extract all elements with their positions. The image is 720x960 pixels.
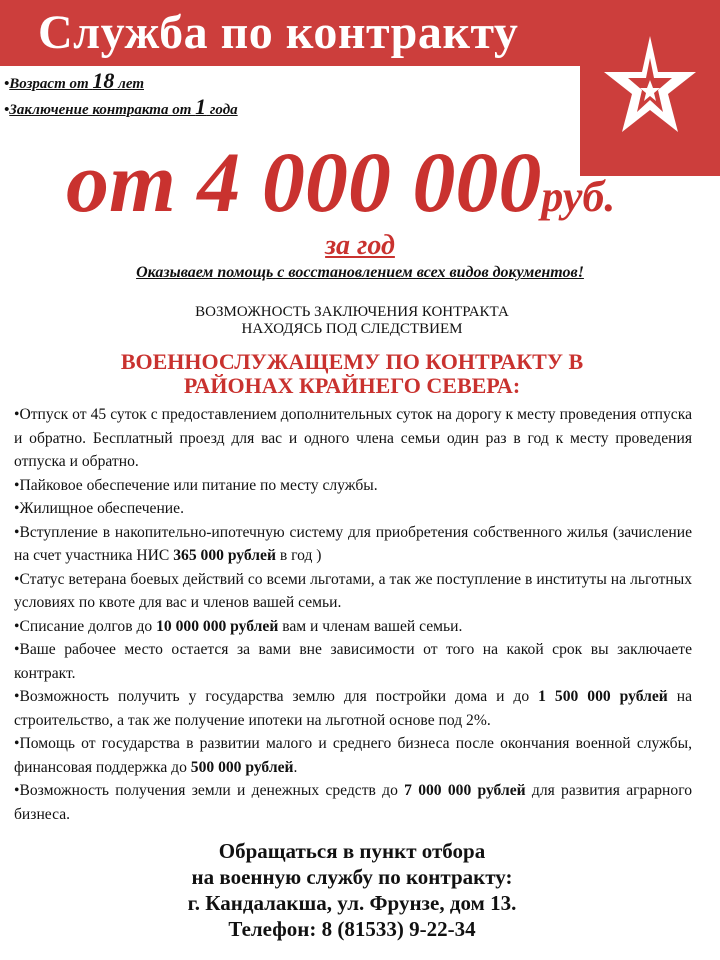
page-title: Служба по контракту	[38, 6, 519, 59]
benefits-list	[14, 403, 692, 826]
salary-unit: руб.	[541, 172, 616, 221]
benefit-text: •Ваше рабочее место остается за вами вне зависимости от того на какой срок вы заключаете контракт.	[14, 641, 692, 682]
benefit-amount: 7 000 000 рублей	[404, 782, 526, 799]
contract-value: 1	[195, 94, 207, 119]
age-prefix: Возраст от	[9, 76, 93, 92]
contact-phone: Телефон: 8 (81533) 9-22-34	[228, 917, 476, 941]
assistance-note: Оказываем помощь с восстановлением всех видов документов!	[136, 264, 584, 281]
north-heading-line-2: РАЙОНАХ КРАЙНЕГО СЕВЕРА:	[183, 373, 521, 398]
benefit-text: •Возможность получения земли и денежных средств до	[14, 782, 405, 799]
benefit-amount: 365 000 рублей	[173, 547, 276, 564]
benefit-text: в год )	[275, 547, 322, 564]
age-value: 18	[92, 68, 115, 93]
benefit-item	[14, 779, 692, 826]
benefit-item	[14, 685, 692, 732]
benefit-item	[14, 732, 692, 779]
benefit-item	[14, 474, 692, 498]
north-heading	[0, 350, 704, 398]
benefit-item	[14, 403, 692, 474]
benefit-text: •Вступление в накопительно-ипотечную систему для приобретения собственного жилья (зачисление на счет участника НИС	[14, 523, 692, 564]
possibility-line-1: ВОЗМОЖНОСТЬ ЗАКЛЮЧЕНИЯ КОНТРАКТА	[195, 304, 509, 320]
age-suffix: лет	[114, 76, 144, 92]
benefit-item	[14, 568, 692, 615]
benefit-item	[14, 615, 692, 639]
benefit-text: •Пайковое обеспечение или питание по месту службы.	[14, 476, 378, 494]
benefit-text: •Статус ветерана боевых действий со всеми льготами, а так же поступление в институты на льготных условиях по квоте для вас и членов вашей семьи.	[14, 570, 692, 611]
contact-line-2: на военную службу по контракту:	[191, 865, 513, 889]
possibility-notice	[0, 304, 704, 338]
north-heading-line-1: ВОЕННОСЛУЖАЩЕМУ ПО КОНТРАКТУ В	[120, 349, 584, 374]
benefit-text: •Помощь от государства в развитии малого и среднего бизнеса после окончания военной службы, финансовая поддержка до	[14, 735, 692, 776]
benefit-text: •Жилищное обеспечение.	[14, 500, 184, 517]
contact-address: г. Кандалакша, ул. Фрунзе, дом 13.	[187, 891, 517, 915]
benefit-item	[14, 497, 692, 521]
benefit-item	[14, 638, 692, 685]
salary-amount	[66, 134, 706, 245]
contract-suffix: года	[206, 102, 238, 118]
benefit-amount: 10 000 000 рублей	[156, 617, 279, 635]
benefit-text: •Отпуск от 45 суток с предоставлением дополнительных суток на дорогу к месту проведения отпуска и обратно. Бесплатный проезд для вас и одного члена семьи один раз в год к месту проведения отпуска и обратно.	[14, 406, 692, 470]
benefit-amount: 1 500 000 рублей	[538, 688, 668, 705]
benefit-text: •Возможность получить у государства землю для постройки дома и до	[14, 688, 539, 705]
benefit-amount: 500 000 рублей	[190, 758, 294, 776]
benefit-text: на строительство, а так же получение ипотеки на льготной основе под 2%.	[14, 688, 693, 729]
age-requirement: •Возраст от 18 лет	[4, 68, 144, 93]
benefit-text: •Списание долгов до	[14, 617, 157, 635]
benefit-item	[14, 521, 692, 568]
benefit-text: .	[293, 758, 298, 776]
benefit-text: для развития аграрного бизнеса.	[14, 782, 692, 823]
benefit-text: вам и членам вашей семьи.	[278, 617, 463, 635]
contact-block	[0, 838, 704, 942]
contract-requirement: •Заключение контракта от 1 года	[4, 94, 238, 119]
contract-prefix: Заключение контракта от	[9, 102, 196, 118]
salary-value: от 4 000 000	[66, 134, 542, 230]
possibility-line-2: НАХОДЯСЬ ПОД СЛЕДСТВИЕМ	[241, 321, 463, 337]
contact-line-1: Обращаться в пункт отбора	[218, 839, 486, 863]
salary-period: за год	[325, 230, 395, 261]
